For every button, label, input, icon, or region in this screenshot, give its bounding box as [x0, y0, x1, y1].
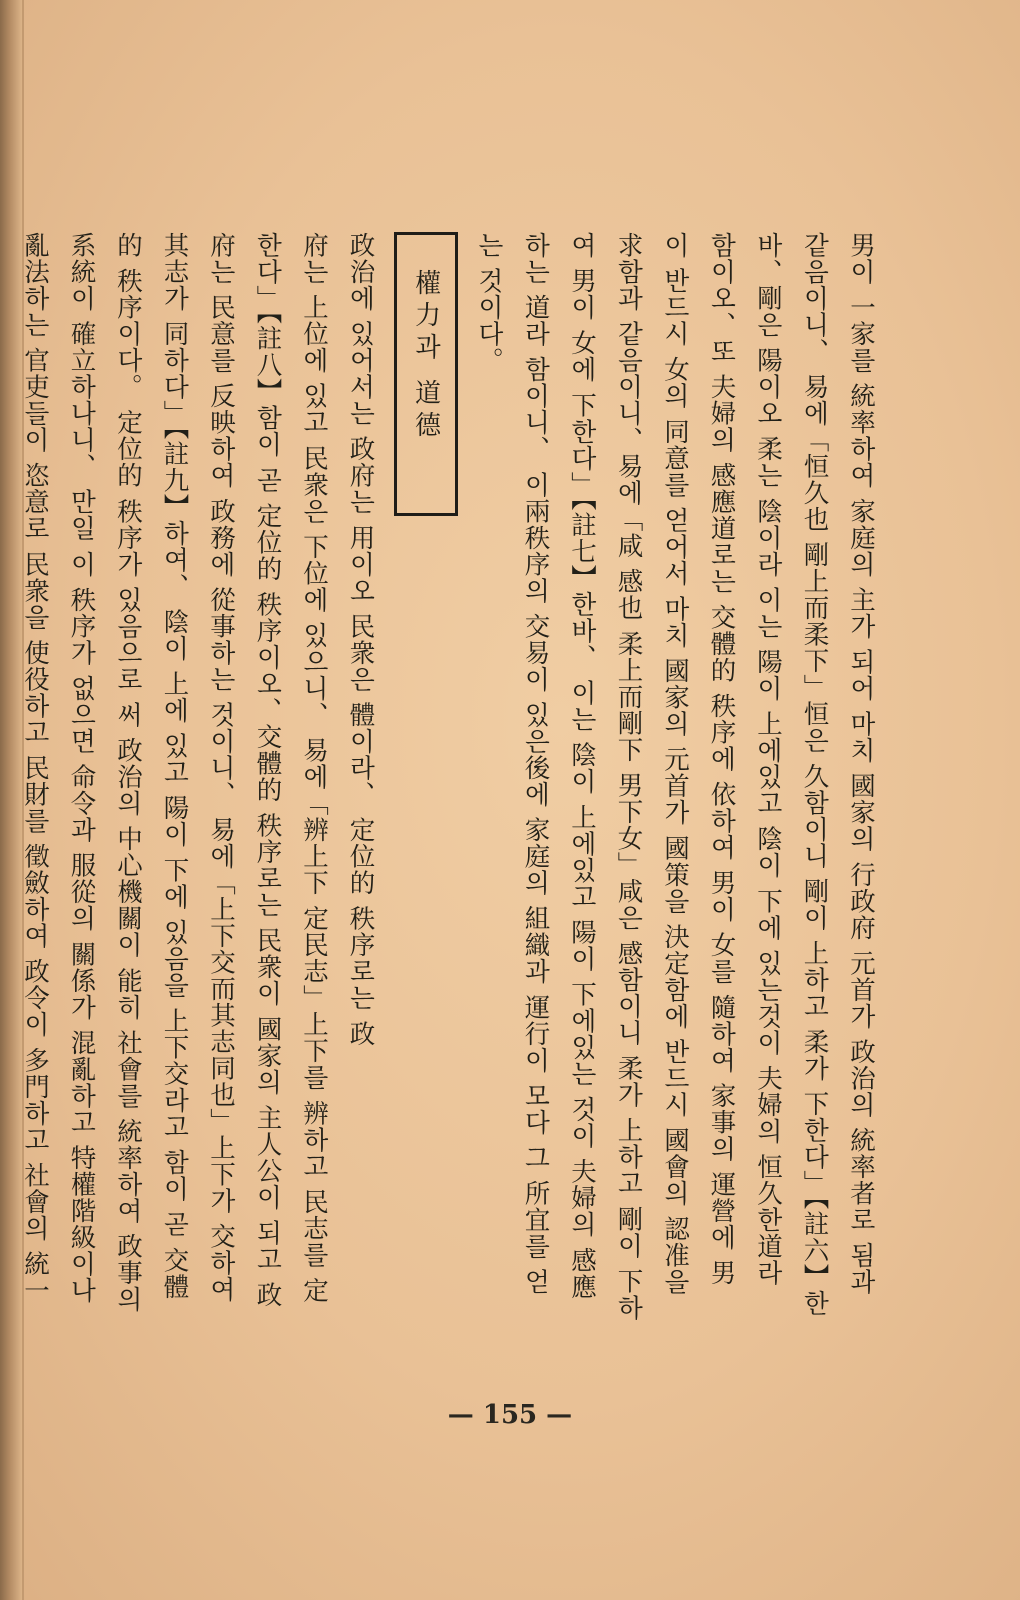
section-heading: 權力과 道德: [394, 232, 458, 516]
text-column: 男이 一家를 統率하여 家庭의 主가 되어 마치 國家의 行政府 元首가 政治의 統率者로 됨과: [846, 232, 876, 1296]
text-column: 같음이니、 易에「恒久也 剛上而柔下」恒은 久함이니 剛이 上하고 柔가 下한다」【註六】한: [799, 232, 830, 1317]
text-column: 其志가 同하다」【註九】하여、 陰이 上에 있고 陽이 下에 있음을 上下交라고 함이 곧 交體: [159, 232, 190, 1300]
text-column: 亂法하는 官吏들이 恣意로 民衆을 使役하고 民財를 徵斂하여 政令이 多門하고 社會의 統一: [20, 232, 50, 1304]
page-number: — 155 —: [447, 1400, 573, 1430]
text-column: 여 男이 女에 下한다」【註七】한바、 이는 陰이 上에있고 陽이 下에있는 것이 夫婦의 感應: [567, 232, 597, 1300]
text-column: 이 반드시 女의 同意를 얻어서 마치 國家의 元首가 國策을 決定함에 반드시 國會의 認准을: [660, 232, 690, 1296]
text-column: 求함과 같음이니、易에「咸 感也 柔上而剛下 男下女」咸은 感함이니 柔가 上하고 剛이 下하: [613, 232, 644, 1321]
text-column: 府는 上位에 있고 民衆은 下位에 있으니、 易에「辨上下 定民志」上下를 辨하고 民志를 定: [299, 232, 329, 1304]
text-column: 함이오、또 夫婦의 感應道로는 交體的 秩序에 依하여 男이 女를 隨하여 家事의 運營에 男: [706, 232, 737, 1287]
vertical-text-block: [20, 232, 884, 1402]
text-column: 한다」【註八】함이 곧 定位的 秩序이오、交體的 秩序로는 民衆이 國家의 主人公이 되고 政: [252, 232, 283, 1309]
text-column: 政治에 있어서는 政府는 用이오 民衆은 體이라、 定位的 秩序로는 政: [345, 232, 376, 1047]
text-column: 府는 民意를 反映하여 政務에 從事하는 것이니、 易에「上下交而其志同也」上下가 交하여: [206, 232, 236, 1303]
text-column: 는 것이다。: [474, 232, 504, 374]
text-column: 的 秩序이다。 定位的 秩序가 있음으로 써 政治의 中心機關이 能히 社會를 統率하여 政事의: [113, 232, 143, 1313]
text-column: 系統이 確立하나니、 만일 이 秩序가 없으면 命令과 服從의 關係가 混亂하고 特權階級이나: [66, 232, 97, 1304]
text-column: 하는 道라 함이니、 이兩秩序의 交易이 있은後에 家庭의 組織과 運行이 모다 그 所宜를 얻: [520, 232, 551, 1296]
text-column: 바、剛은 陽이오 柔는 陰이라 이는 陽이 上에있고 陰이 下에 있는것이 夫婦의 恒久한道라: [753, 232, 783, 1287]
